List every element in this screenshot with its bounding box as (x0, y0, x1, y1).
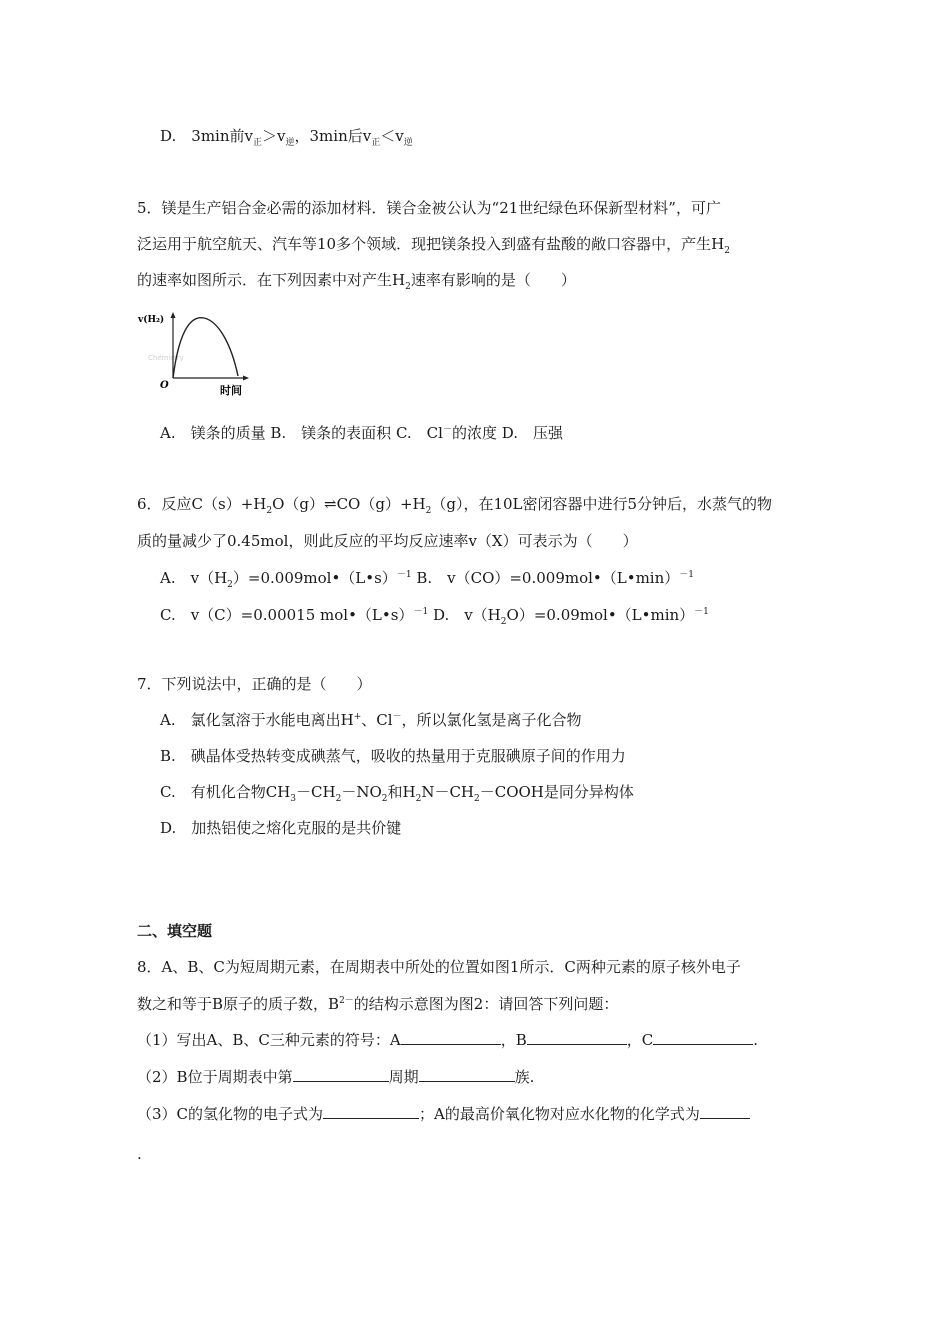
q6-option-a: A. $v(H_2)=0.009mol•(L•s)^{-1}$ (160, 569, 412, 590)
q8-part3: （3）C的氢化物的电子式为 ；A的最高价氧化物对应水化物的化学式为 (137, 1104, 750, 1124)
q7-option-d: D. 加热铝使之熔化克服的是共价键 (160, 819, 402, 837)
answer-blank-b[interactable] (527, 1030, 627, 1045)
q6-stem-line2: 质的量减少了0.45mol，则此反应的平均反应速率v（X）可表示为（ ） (137, 532, 638, 550)
answer-blank-electron-formula[interactable] (323, 1104, 419, 1119)
q7-option-b: B. 碘晶体受热转变成碘蒸气，吸收的热量用于克服碘原子间的作用力 (160, 747, 626, 765)
q6-options-cd (160, 605, 709, 625)
answer-blank-period[interactable] (293, 1067, 389, 1082)
q6-stem-line1: 6．反应$C(s)+H_2O(g)\rightleftharpoons CO(g)+H_2(g)$，在10L密闭容器中进行5分钟后，水蒸气的物 (137, 495, 773, 516)
x-axis-arrow (243, 376, 249, 381)
q7-option-c: C. 有机化合物$CH_3-CH_2-NO_2$和$H_2N-CH_2-COOH$是同分异构体 (160, 783, 634, 804)
rate-curve (173, 318, 238, 378)
q8-stem-line2: 数之和等于B原子的质子数，$B^{2-}$的结构示意图为图2：请回答下列问题： (137, 995, 619, 1013)
q8-part1: （1）写出A、B、C三种元素的符号：A ，B ，C . (137, 1031, 759, 1049)
q7-stem: 7．下列说法中，正确的是（ ） (137, 675, 372, 693)
q7-option-a: A. 氯化氢溶于水能电离出H+、Cl－，所以氯化氢是离子化合物 (160, 711, 582, 729)
section-heading: 二、填空题 (137, 922, 213, 940)
answer-blank-group[interactable] (419, 1067, 515, 1082)
q5-option-d: D. 压强 (501, 424, 564, 442)
rate-curve-figure (136, 308, 254, 400)
figure-watermark: Chemistry (148, 354, 184, 362)
answer-blank-c[interactable] (653, 1030, 753, 1045)
answer-blank-hydrate-formula[interactable] (700, 1104, 750, 1119)
q6-options-ab (160, 568, 694, 588)
figure-xlabel: 时间 (220, 384, 242, 397)
q6-option-b: B. v（CO）=0.009mol•（L•min）$^{-1}$ (416, 569, 695, 587)
q5-options (160, 423, 563, 443)
rate-curve-svg (136, 308, 254, 400)
q8-part2: （2）B位于周期表中第 周期 族. (137, 1068, 535, 1086)
q5-option-b: B. 镁条的表面积 (270, 424, 392, 442)
q6-option-d: D. $v(H_2O)=0.09mol•(L•\min)^{-1}$ (432, 606, 709, 627)
y-axis-arrow (171, 312, 176, 318)
q8-stem-line1: 8．A、B、C为短周期元素，在周期表中所处的位置如图1所示．C两种元素的原子核外电子 (137, 958, 741, 976)
figure-ylabel: v(H₂) (138, 315, 165, 325)
q6-option-c: C. v（C）=0.00015 mol•（L•s）$^{-1}$ (160, 606, 429, 624)
q5-option-c: C. Cl－的浓度 (395, 424, 497, 442)
q5-stem-line2: 泛运用于航空航天、汽车等10多个领域．现把镁条投入到盛有盐酸的敞口容器中，产生$H_2$ (137, 235, 730, 256)
q8-part3-tail: . (137, 1145, 142, 1163)
q5-stem-line1: 5．镁是生产铝合金必需的添加材料．镁合金被公认为“21世纪绿色环保新型材料”，可广 (137, 199, 721, 217)
answer-blank-a[interactable] (401, 1030, 501, 1045)
q4-option-d: D. 3min前$v_正>v_逆$，3min后$v_正<v_逆$ (160, 127, 413, 148)
q5-stem-line3: 的速率如图所示．在下列因素中对产生$H_2$速率有影响的是（ ） (137, 271, 576, 292)
q5-option-a: A. 镁条的质量 (160, 424, 266, 442)
figure-origin: O (160, 380, 169, 391)
